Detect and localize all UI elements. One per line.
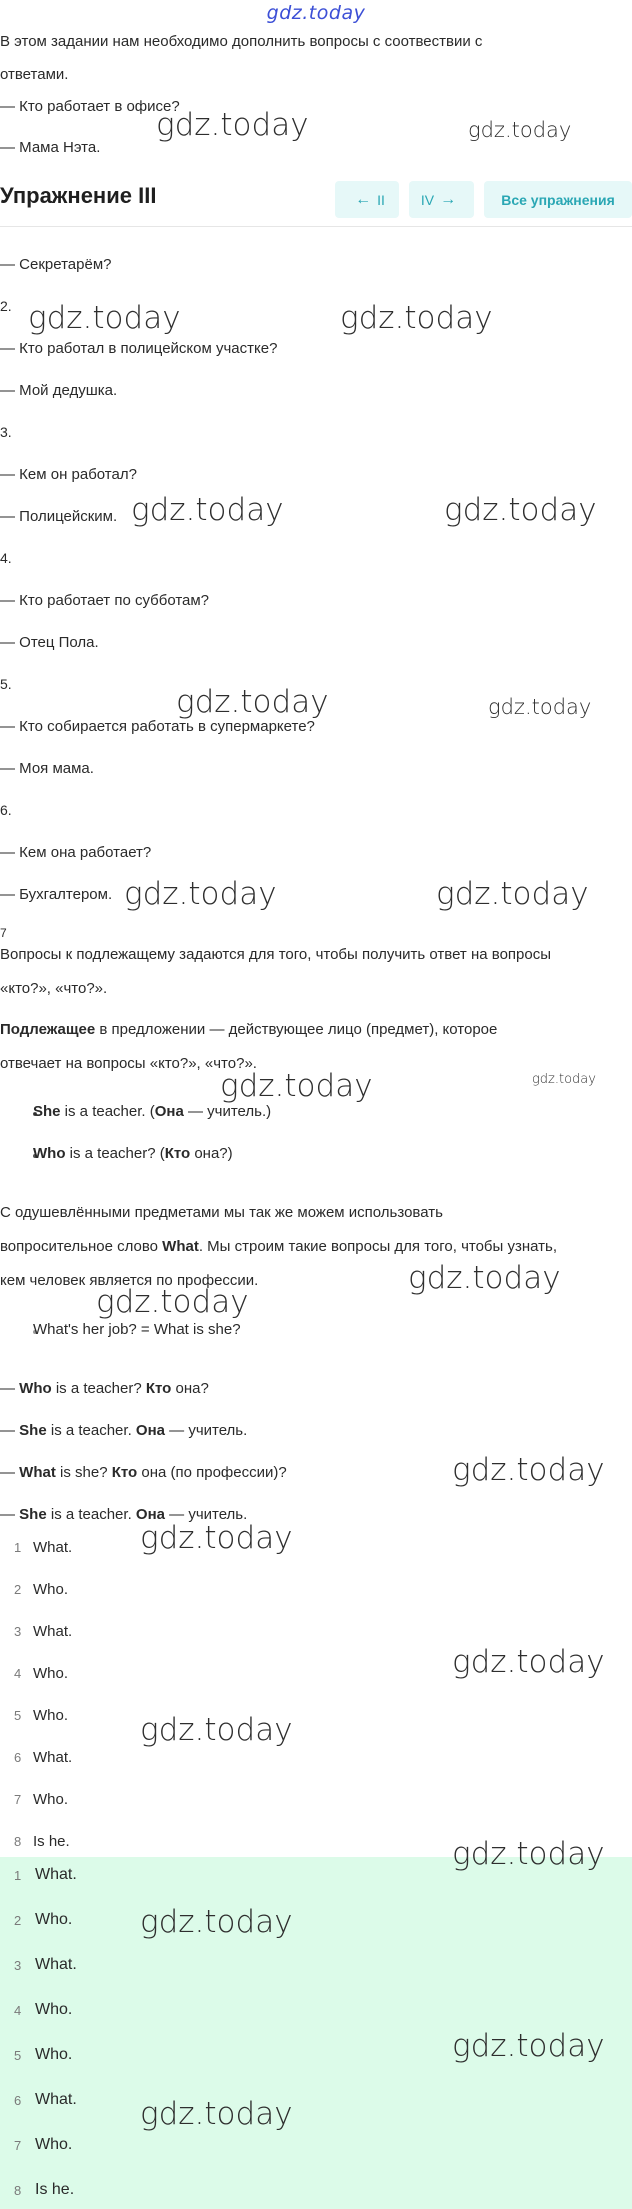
watermark: gdz.today [124,876,277,912]
answer-box-item: Who. [35,1911,73,1928]
theory-p3-line-3: кем человек является по профессии. [0,1272,259,1289]
watermark: gdz.today [140,1904,293,1940]
dialog-3-number: 3. [0,424,12,440]
next-exercise-button[interactable] [409,181,474,218]
example-1: She is a teacher. (Она — учитель.) [33,1103,272,1120]
dialog-2-number: 2. [0,298,12,314]
dialog-5-question: — Кто собирается работать в супермаркете? [0,718,315,735]
dialog-3-question: — Кем он работал? [0,466,137,483]
watermark: gdz.today [452,2028,605,2064]
intro-line-2: ответами. [0,66,69,83]
arrow-right-icon: → [440,190,457,208]
prev-exercise-label: II [377,191,385,208]
answer-box-item: Who. [35,2136,73,2153]
answer-box-item: What. [35,1956,77,1973]
watermark: gdz.today [156,107,309,143]
answer-item: Who. [33,1707,69,1724]
watermark: gdz.today [468,118,572,142]
watermark: gdz.today [176,684,329,720]
dialog-6-number: 6. [0,802,12,818]
theory-p3-line-1: С одушевлёнными предметами мы так же можем использовать [0,1204,443,1221]
theory-p2-line-1: Подлежащее в предложении — действующее лицо (предмет), которое [0,1021,498,1038]
prev-exercise-button[interactable] [335,181,399,218]
watermark: gdz.today [140,2096,293,2132]
example-3: What's her job? = What is she? [33,1321,241,1338]
intro-answer: — Мама Нэта. [0,139,101,156]
dialog-3-answer: — Полицейским. [0,508,118,525]
dialog-line-2: — She is a teacher. Она — учитель. [0,1422,248,1439]
watermark: gdz.today [452,1452,605,1488]
answer-item: What. [33,1749,73,1766]
site-logo[interactable]: gdz.today [266,2,366,24]
answer-box-number: 7 [14,2138,22,2153]
answer-number: 2 [14,1582,22,1597]
theory-p1-line-2: «кто?», «что?». [0,980,108,997]
watermark: gdz.today [28,300,181,336]
watermark: gdz.today [408,1260,561,1296]
answer-box-item: What. [35,1866,77,1883]
answer-box-item: Who. [35,2046,73,2063]
dialog-6-question: — Кем она работает? [0,844,152,861]
answer-box-item: Is he. [35,2181,75,2198]
answer-number: 8 [14,1834,22,1849]
watermark: gdz.today [340,300,493,336]
answer-box-number: 8 [14,2183,22,2198]
answer-number: 3 [14,1624,22,1639]
answer-item: Who. [33,1791,69,1808]
theory-p1-line-1: Вопросы к подлежащему задаются для того, чтобы получить ответ на вопросы [0,946,551,963]
all-exercises-label: Все упражнения [501,191,615,208]
answer-item: What. [33,1623,73,1640]
answer-box-number: 3 [14,1958,22,1973]
watermark: gdz.today [436,876,589,912]
intro-question: — Кто работает в офисе? [0,98,180,115]
answer-item: Is he. [33,1833,70,1850]
answer-number: 7 [14,1792,22,1807]
answer-box-number: 6 [14,2093,22,2108]
next-exercise-label: IV [420,191,435,208]
page-title: Упражнение III [0,183,157,208]
dialog-5-answer: — Моя мама. [0,760,94,777]
header-divider [0,226,632,227]
answer-item: Who. [33,1665,69,1682]
watermark: gdz.today [220,1068,373,1104]
arrow-left-icon: ← [355,190,372,208]
answer-number: 1 [14,1540,22,1555]
dialog-5-number: 5. [0,676,12,692]
watermark: gdz.today [488,695,592,719]
dialog-line-4: — She is a teacher. Она — учитель. [0,1506,248,1523]
watermark: gdz.today [140,1520,293,1556]
all-exercises-button[interactable] [484,181,632,218]
example-2: Who is a teacher? (Кто она?) [33,1145,233,1162]
dialog-line-1: — Who is a teacher? Кто она? [0,1380,209,1397]
theory-p2-line-2: отвечает на вопросы «кто?», «что?». [0,1055,257,1072]
dialog-6-answer: — Бухгалтером. [0,886,113,903]
dialog-4-question: — Кто работает по субботам? [0,592,210,609]
answer-box-item: What. [35,2091,77,2108]
theory-p3-line-2: вопросительное слово What. Мы строим такие вопросы для того, чтобы узнать, [0,1238,557,1255]
answer-box-number: 1 [14,1868,22,1883]
watermark: gdz.today [131,492,284,528]
subject-term: Подлежащее [0,1021,96,1038]
answer-box-number: 5 [14,2048,22,2063]
answer-box-item: Who. [35,2001,73,2018]
dialog-7-number: 7 [0,926,7,940]
answer-item: Who. [33,1581,69,1598]
answer-item: What. [33,1539,73,1556]
dialog-line-3: — What is she? Кто она (по профессии)? [0,1464,287,1481]
answer-box-number: 4 [14,2003,22,2018]
watermark: gdz.today [140,1712,293,1748]
dialog-4-answer: — Отец Пола. [0,634,99,651]
watermark: gdz.today [452,1836,605,1872]
watermark: gdz.today [532,1072,596,1087]
dialog-4-number: 4. [0,550,12,566]
watermark: gdz.today [452,1644,605,1680]
answer-number: 5 [14,1708,22,1723]
answer-number: 6 [14,1750,22,1765]
intro-line-1: В этом задании нам необходимо дополнить вопросы с соотвествии с [0,33,483,50]
dialog-2-question: — Кто работал в полицейском участке? [0,340,278,357]
answer-number: 4 [14,1666,22,1681]
answer-box-number: 2 [14,1913,22,1928]
dialog-2-answer: — Мой дедушка. [0,382,118,399]
watermark: gdz.today [444,492,597,528]
watermark: gdz.today [96,1284,249,1320]
dialog-1-answer: — Секретарём? [0,256,112,273]
